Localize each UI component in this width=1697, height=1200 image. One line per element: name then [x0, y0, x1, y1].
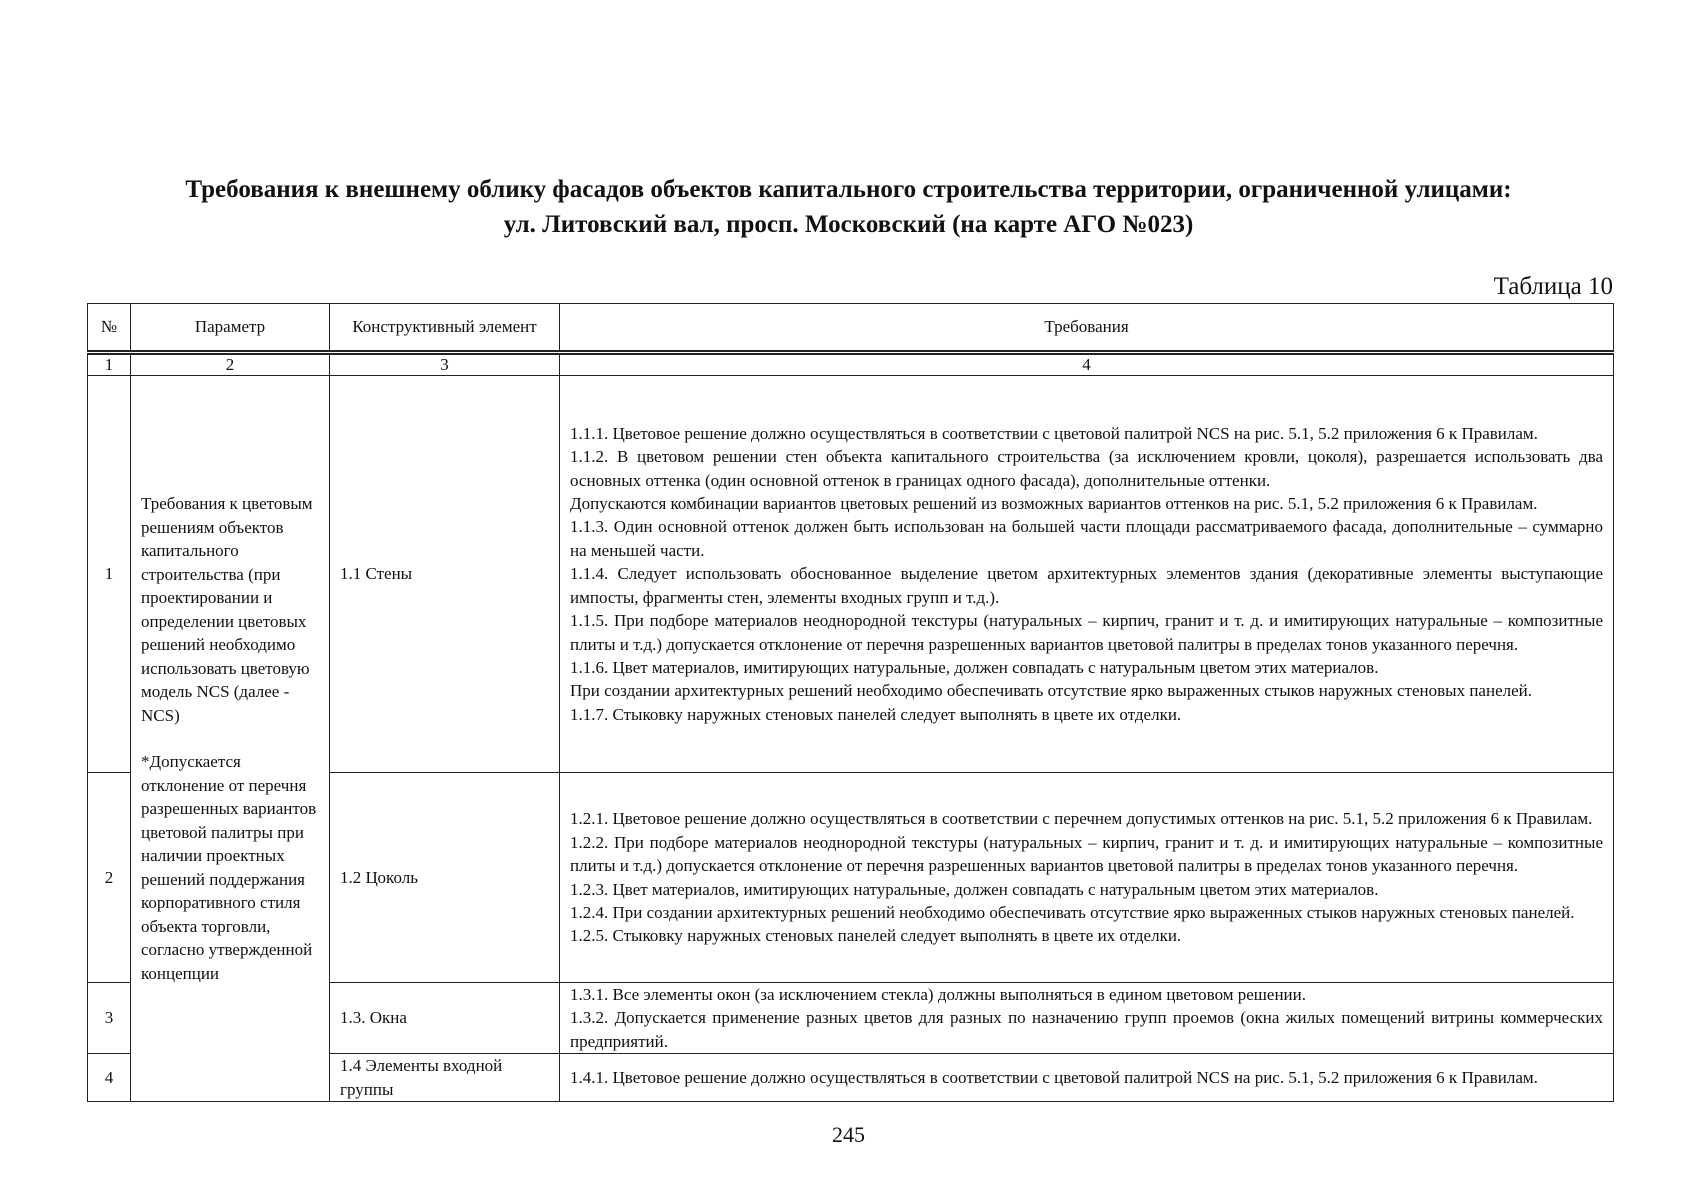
title-line-1: Требования к внешнему облику фасадов объектов капитального строительства территории, ограниченной улицами:: [185, 176, 1512, 203]
requirement-item: 1.1.3. Один основной оттенок должен быть использован на большей части площади рассматриваемого фасада, дополнительные – суммарно на меньшей части.: [570, 517, 1603, 560]
column-number: 4: [560, 353, 1614, 376]
element-cell: 1.3. Окна: [330, 983, 560, 1054]
requirements-cell: [560, 773, 1614, 983]
row-number: 3: [88, 983, 131, 1054]
requirement-item: 1.3.1. Все элементы окон (за исключением стекла) должны выполняться в едином цветовом решении.: [570, 985, 1306, 1004]
column-number: 1: [88, 353, 131, 376]
requirement-item: 1.2.2. При подборе материалов неоднородной текстуры (натуральных – кирпич, гранит и т. д. и имитирующих натуральные – композитные плиты и т.д.) допускается отклонение от перечня разрешенных вариантов цветовой палитры в пределах тонов указанного перечня.: [570, 832, 1603, 876]
row-number: 4: [88, 1054, 131, 1102]
header-parameter: Параметр: [131, 304, 330, 353]
table-row: [88, 376, 1614, 773]
requirement-item: 1.1.2. В цветовом решении стен объекта капитального строительства (за исключением кровли, цоколя), разрешается использовать два основных оттенка (один основной оттенок в границах одного фасада), дополнительные оттенки.: [570, 447, 1603, 490]
requirements-cell: [560, 376, 1614, 773]
requirements-cell: [560, 1054, 1614, 1102]
requirement-item: 1.1.6. Цвет материалов, имитирующих натуральные, должен совпадать с натуральным цветом этих материалов.: [570, 657, 1379, 677]
requirement-item: 1.1.7. Стыковку наружных стеновых панелей следует выполнять в цвете их отделки.: [570, 704, 1182, 724]
page-number: 245: [832, 1122, 865, 1147]
parameter-cell: [131, 376, 330, 1102]
requirement-item: 1.1.4. Следует использовать обоснованное выделение цветом архитектурных элементов здания (декоративные элементы выступающие импосты, фрагменты стен, элементы входных групп и т.д.).: [570, 564, 1603, 607]
parameter-text: Требования к цветовым решениям объектов капитального строительства (при проектировании и определении цветовых решений необходимо использовать цветовую модель NCS (далее - NCS): [141, 494, 313, 725]
header-element: Конструктивный элемент: [330, 304, 560, 353]
document-title: [60, 172, 1637, 242]
requirements-table: [87, 303, 1614, 1102]
parameter-note: *Допускается отклонение от перечня разрешенных вариантов цветовой палитры при наличии проектных решений поддержания корпоративного стиля объекта торговли, согласно утвержденной концепции: [141, 752, 317, 983]
row-number: 1: [88, 376, 131, 773]
element-cell: 1.4 Элементы входной группы: [330, 1054, 560, 1102]
requirements-cell: [560, 983, 1614, 1054]
header-number: №: [88, 304, 131, 353]
row-number: 2: [88, 773, 131, 983]
title-line-2: ул. Литовский вал, просп. Московский (на карте АГО №023): [503, 211, 1194, 238]
requirement-item: При создании архитектурных решений необходимо обеспечивать отсутствие ярко выраженных стыков наружных стеновых панелей.: [570, 681, 1532, 701]
header-requirements: Требования: [560, 304, 1614, 353]
requirement-item: 1.3.2. Допускается применение разных цветов для разных по назначению групп проемов (окна жилых помещений витрины коммерческих предприятий.: [570, 1008, 1603, 1051]
requirement-item: 1.4.1. Цветовое решение должно осуществляться в соответствии с цветовой палитрой NCS на рис. 5.1, 5.2 приложения 6 к Правилам.: [570, 1068, 1538, 1088]
header-row: [88, 304, 1614, 353]
requirement-item: 1.1.1. Цветовое решение должно осуществляться в соответствии с цветовой палитрой NCS на рис. 5.1, 5.2 приложения 6 к Правилам.: [570, 423, 1538, 443]
column-number: 3: [330, 353, 560, 376]
requirement-item: 1.2.3. Цвет материалов, имитирующих натуральные, должен совпадать с натуральным цветом этих материалов.: [570, 879, 1379, 899]
requirement-item: Допускаются комбинации вариантов цветовых решений из возможных вариантов оттенков на рис. 5.1, 5.2 приложения 6 к Правилам.: [570, 494, 1538, 514]
requirement-item: 1.2.1. Цветовое решение должно осуществляться в соответствии с перечнем допустимых оттенков на рис. 5.1, 5.2 приложения 6 к Правилам.: [570, 809, 1593, 829]
element-cell: 1.2 Цоколь: [330, 773, 560, 983]
table-label: Таблица 10: [1493, 273, 1613, 300]
requirement-item: 1.2.4. При создании архитектурных решений необходимо обеспечивать отсутствие ярко выраженных стыков наружных стеновых панелей.: [570, 902, 1575, 922]
column-number-row: [88, 353, 1614, 376]
element-cell: 1.1 Стены: [330, 376, 560, 773]
requirement-item: 1.1.5. При подборе материалов неоднородной текстуры (натуральных – кирпич, гранит и т. д. и имитирующих натуральные – композитные плиты и т.д.) допускается отклонение от перечня разрешенных вариантов цветовой палитры в пределах тонов указанного перечня.: [570, 611, 1603, 654]
column-number: 2: [131, 353, 330, 376]
requirement-item: 1.2.5. Стыковку наружных стеновых панелей следует выполнять в цвете их отделки.: [570, 926, 1182, 946]
